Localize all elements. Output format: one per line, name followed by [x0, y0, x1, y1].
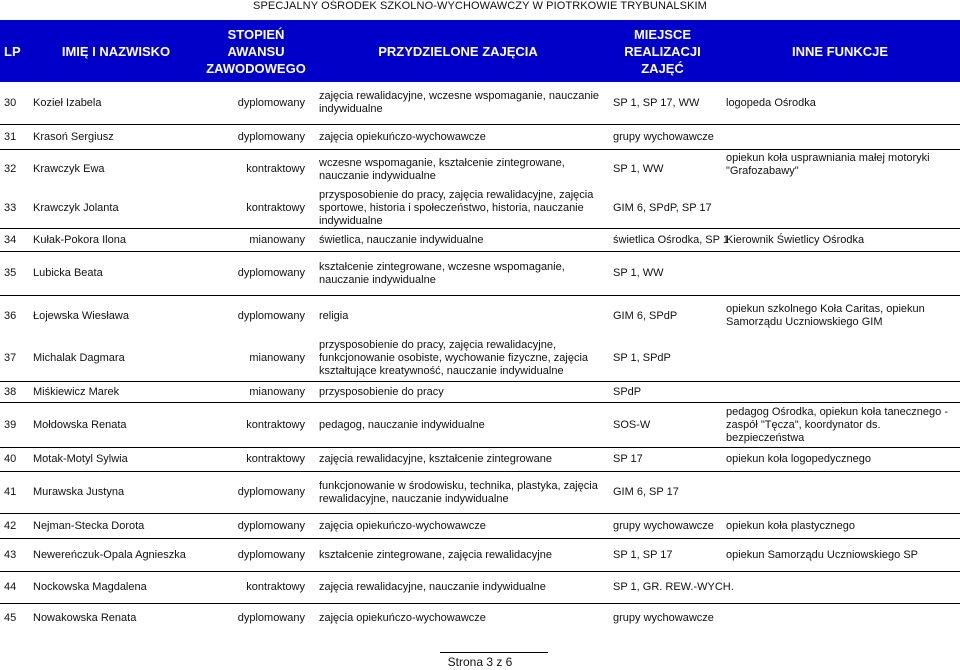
row-other: pedagog Ośrodka, opiekun koła tanecznego - zaspół "Tęcza", koordynator ds. bezpieczeństwa — [726, 405, 948, 444]
row-place: GIM 6, SPdP — [613, 309, 678, 322]
row-place: SP 1, WW — [613, 267, 664, 279]
row-name: Murawska Justyna — [33, 486, 125, 498]
table-row — [0, 539, 960, 571]
row-name: Kułak-Pokora Ilona — [33, 233, 126, 246]
row-name: Newereńczuk-Opala Agnieszka — [33, 548, 186, 561]
column-header-lp: LP — [0, 20, 31, 82]
row-degree: kontraktowy — [246, 453, 305, 465]
row-lp: 31 — [4, 130, 17, 143]
row-classes: funkcjonowanie w środowisku, technika, plastyka, zajęcia rewalidacyjne, nauczanie indywidualne — [319, 479, 598, 505]
row-place: SPdP — [613, 385, 642, 398]
row-classes: świetlica, nauczanie indywidualne — [319, 233, 484, 246]
table-row — [0, 472, 960, 513]
row-other: opiekun koła plastycznego — [726, 519, 856, 532]
row-lp: 30 — [4, 96, 17, 109]
row-name: Nowakowska Renata — [33, 612, 137, 624]
row-other: logopeda Ośrodka — [726, 96, 816, 109]
row-place: SP 17 — [613, 453, 643, 465]
row-name: Lubicka Beata — [33, 267, 103, 279]
row-other: opiekun Samorządu Uczniowskiego SP — [726, 548, 918, 561]
row-name: Krawczyk Ewa — [33, 163, 105, 175]
row-degree: kontraktowy — [246, 418, 305, 431]
row-other — [720, 382, 960, 402]
row-lp: 41 — [4, 486, 17, 498]
row-name: Kozieł Izabela — [33, 96, 102, 109]
row-other — [720, 125, 960, 149]
row-classes: zajęcia rewalidacyjne, kształcenie zintegrowane — [319, 453, 552, 465]
row-degree: dyplomowany — [237, 548, 305, 561]
row-other: opiekun koła usprawniania małej motoryki "Grafozabawy" — [726, 152, 930, 177]
row-name: Krasoń Sergiusz — [33, 130, 114, 143]
row-degree: dyplomowany — [237, 309, 305, 322]
row-place: GIM 6, SP 17 — [613, 486, 679, 498]
row-place: SP 1, SP 17 — [613, 548, 673, 561]
table-row — [0, 336, 960, 381]
column-header-degree: STOPIEŃ AWANSU ZAWODOWEGO — [201, 20, 311, 82]
footer-divider — [440, 652, 548, 653]
table-row — [0, 382, 960, 402]
table-row — [0, 514, 960, 538]
row-degree: mianowany — [249, 233, 305, 246]
row-degree: dyplomowany — [237, 519, 305, 532]
row-classes: religia — [319, 309, 349, 322]
row-lp: 45 — [4, 612, 17, 624]
row-classes: zajęcia rewalidacyjne, nauczanie indywidualne — [319, 581, 546, 593]
classes-text: przysposobienie do pracy, zajęcia rewalidacyjne, zajęcia sportowe, historia i społeczeństwo, historia, nauczanie indywidualne — [319, 189, 594, 227]
row-name: Łojewska Wiesława — [33, 309, 129, 322]
table-row — [0, 252, 960, 295]
table-row — [0, 150, 960, 189]
table-row — [0, 296, 960, 336]
row-classes: zajęcia rewalidacyjne, wczesne wspomaganie, nauczanie indywidualne — [319, 90, 600, 115]
row-other: opiekun koła logopedycznego — [726, 453, 871, 465]
row-degree: dyplomowany — [237, 96, 305, 109]
row-lp: 37 — [4, 352, 17, 364]
row-degree: mianowany — [249, 385, 305, 398]
row-degree: dyplomowany — [237, 612, 305, 624]
row-place: grupy wychowawcze — [613, 130, 714, 143]
row-place: świetlica Ośrodka, SP 1 — [613, 233, 729, 246]
row-classes: kształcenie zintegrowane, zajęcia rewalidacyjne — [319, 548, 552, 561]
row-degree: dyplomowany — [237, 486, 305, 498]
column-header-classes: PRZYDZIELONE ZAJĘCIA — [311, 20, 605, 82]
row-lp: 32 — [4, 163, 17, 175]
row-name: Mołdowska Renata — [33, 418, 127, 431]
row-lp: 34 — [4, 233, 17, 246]
row-other — [720, 472, 960, 513]
table-header-row — [0, 20, 960, 82]
row-place: SP 1, GR. REW.-WYCH. — [613, 581, 734, 593]
row-classes: kształcenie zintegrowane, wczesne wspomaganie, nauczanie indywidualne — [319, 260, 565, 286]
row-other — [720, 252, 960, 295]
row-place: grupy wychowawcze — [613, 612, 714, 624]
row-other — [720, 604, 960, 633]
row-degree: kontraktowy — [246, 202, 305, 214]
row-lp: 39 — [4, 418, 17, 431]
row-degree: kontraktowy — [246, 581, 305, 593]
row-lp: 38 — [4, 385, 17, 398]
row-other — [720, 336, 960, 381]
row-lp: 36 — [4, 309, 17, 322]
row-classes: pedagog, nauczanie indywidualne — [319, 418, 485, 431]
table-row — [0, 229, 960, 251]
column-header-place: MIEJSCE REALIZACJI ZAJĘĆ — [605, 20, 720, 82]
row-place: GIM 6, SPdP, SP 17 — [613, 202, 712, 214]
row-place: SP 1, WW — [613, 163, 664, 175]
row-degree: dyplomowany — [237, 267, 305, 279]
classes-text: przysposobienie do pracy, zajęcia rewalidacyjne, funkcjonowanie osobiste, wychowanie fizyczne, zajęcia kształtujące kreatywność, nauczanie indywidualne — [319, 339, 589, 377]
table-row — [0, 82, 960, 124]
table-row — [0, 448, 960, 471]
row-classes: przysposobienie do pracy — [319, 385, 444, 398]
row-classes: zajęcia opiekuńczo-wychowawcze — [319, 130, 486, 143]
document-header-title: SPECJALNY OŚRODEK SZKOLNO-WYCHOWAWCZY W PIOTRKOWIE TRYBUNALSKIM — [253, 0, 707, 12]
table-row — [0, 403, 960, 447]
row-lp: 44 — [4, 581, 17, 593]
row-degree: kontraktowy — [246, 163, 305, 175]
row-place: SOS-W — [613, 418, 651, 431]
table-row — [0, 572, 960, 603]
row-lp: 43 — [4, 548, 17, 561]
row-classes — [311, 336, 605, 381]
page-number: Strona 3 z 6 — [447, 655, 513, 669]
row-classes — [311, 189, 605, 228]
row-place: SP 1, SP 17, WW — [613, 96, 700, 109]
row-place: grupy wychowawcze — [613, 519, 714, 532]
row-name: Motak-Motyl Sylwia — [33, 453, 128, 465]
row-classes: wczesne wspomaganie, kształcenie zintegrowane, nauczanie indywidualne — [319, 156, 565, 182]
row-lp: 33 — [4, 202, 17, 214]
row-degree: dyplomowany — [237, 130, 305, 143]
column-header-other: INNE FUNKCJE — [720, 20, 960, 82]
table-row — [0, 604, 960, 633]
row-name: Krawczyk Jolanta — [33, 202, 119, 214]
row-lp: 35 — [4, 267, 17, 279]
staff-table — [0, 20, 960, 633]
table-row — [0, 125, 960, 149]
row-lp: 40 — [4, 453, 17, 465]
column-header-name: IMIĘ I NAZWISKO — [31, 20, 201, 82]
row-classes: zajęcia opiekuńczo-wychowawcze — [319, 612, 486, 624]
row-place: SP 1, SPdP — [613, 352, 671, 364]
row-other: opiekun szkolnego Koła Caritas, opiekun Samorządu Uczniowskiego GIM — [726, 303, 925, 328]
row-other: Kierownik Świetlicy Ośrodka — [726, 233, 865, 246]
row-degree: mianowany — [249, 352, 305, 364]
row-classes: zajęcia opiekuńczo-wychowawcze — [319, 519, 486, 532]
row-name: Nejman-Stecka Dorota — [33, 519, 145, 532]
row-name: Michalak Dagmara — [33, 352, 125, 364]
row-name: Nockowska Magdalena — [33, 581, 147, 593]
row-other — [720, 572, 960, 603]
row-lp: 42 — [4, 519, 17, 532]
row-name: Miśkiewicz Marek — [33, 385, 120, 398]
